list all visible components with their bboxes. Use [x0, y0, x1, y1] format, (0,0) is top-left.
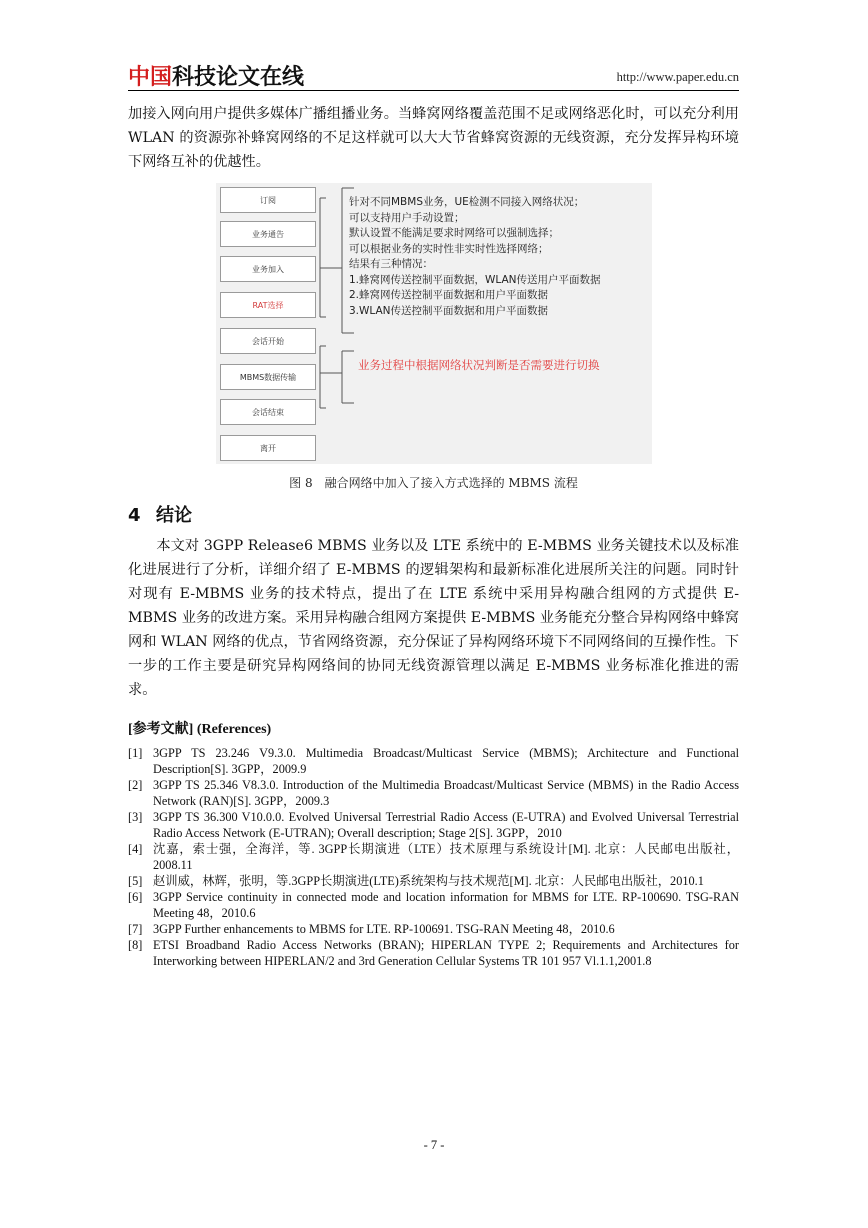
site-logo	[128, 60, 304, 91]
reference-text: 3GPP TS 23.246 V9.3.0. Multimedia Broadcast/Multicast Service (MBMS); Architecture and Functional Description[S]. 3GPP，2009.9	[153, 746, 739, 776]
header-rule	[128, 90, 739, 91]
flow-step: 业务通告	[220, 221, 316, 247]
reference-number: [7]	[128, 922, 143, 936]
figure-note-line: 结果有三种情况：	[349, 258, 433, 270]
reference-text: 沈嘉，索士强，全海洋，等. 3GPP长期演进（LTE）技术原理与系统设计[M]. 北京：人民邮电出版社，2008.11	[153, 842, 739, 872]
figure-red-note: 业务过程中根据网络状况判断是否需要进行切换	[358, 358, 600, 372]
section-number: 4	[128, 505, 141, 526]
reference-text: 3GPP TS 25.346 V8.3.0. Introduction of the Multimedia Broadcast/Multicast Service (MBMS) in the Radio Access Network (RAN)[S]. 3GPP，2009.3	[153, 778, 739, 808]
reference-text: 3GPP Further enhancements to MBMS for LTE. RP-100691. TSG-RAN Meeting 48，2010.6	[153, 922, 615, 936]
section-title: 结论	[156, 505, 192, 526]
section-heading	[128, 501, 192, 527]
figure-note-line: 针对不同MBMS业务，UE检测不同接入网络状况；	[349, 196, 585, 208]
reference-text: 赵训威，林辉，张明，等.3GPP长期演进(LTE)系统架构与技术规范[M]. 北京：人民邮电出版社，2010.1	[153, 874, 704, 888]
intro-paragraph: 加接入网向用户提供多媒体广播组播业务。当蜂窝网络覆盖范围不足或网络恶化时，可以充分利用 WLAN 的资源弥补蜂窝网络的不足这样就可以大大节省蜂窝资源的无线资源，充分发挥异构环境下网络互补的优越性。	[128, 106, 739, 170]
reference-item	[128, 937, 739, 969]
figure-note-line: 可以支持用户手动设置；	[349, 211, 465, 224]
references-heading: [参考文献] (References)	[128, 722, 272, 737]
reference-item	[128, 777, 739, 809]
reference-item	[128, 809, 739, 841]
figure-note-line: 2.蜂窝网传送控制平面数据和用户平面数据	[349, 289, 549, 301]
reference-number: [4]	[128, 842, 143, 856]
flow-step: MBMS数据传输	[220, 364, 316, 390]
reference-item	[128, 873, 739, 889]
page-header	[128, 60, 739, 92]
reference-number: [6]	[128, 890, 143, 904]
header-url[interactable]: http://www.paper.edu.cn	[616, 70, 739, 84]
figure-8	[216, 183, 652, 464]
figure-note-line: 3.WLAN传送控制平面数据和用户平面数据	[349, 304, 549, 317]
reference-text: 3GPP TS 36.300 V10.0.0. Evolved Universal Terrestrial Radio Access (E-UTRA) and Evolved Universal Terrestrial Radio Access Network (E-UTRAN); Overall description; Stage 2[S]. 3GPP，2010	[153, 810, 739, 840]
reference-item	[128, 921, 739, 937]
logo-red-text: 中国	[128, 65, 173, 90]
page-number: - 7 -	[423, 1138, 445, 1152]
reference-number: [2]	[128, 778, 143, 792]
conclusion-paragraph: 本文对 3GPP Release6 MBMS 业务以及 LTE 系统中的 E-MBMS 业务关键技术以及标准化进展进行了分析，详细介绍了 E-MBMS 的逻辑架构和最新标准化进展所关注的问题。同时针对现有 E-MBMS 业务的技术特点，提出了在 LTE 系统中采用异构融合组网的方式提供 E-MBMS 业务的改进方案。采用异构融合组网方案提供 E-MBMS 业务能充分整合异构网络中蜂窝网和 WLAN 网络的优点，节省网络资源，充分保证了异构网络环境下不同网络间的互操作性。下一步的工作主要是研究异构网络间的协同无线资源管理以满足 E-MBMS 业务标准化推进的需求。	[128, 538, 739, 698]
reference-item	[128, 745, 739, 777]
reference-item	[128, 841, 739, 873]
reference-text: ETSI Broadband Radio Access Networks (BRAN); HIPERLAN TYPE 2; Requirements and Architectures for Interworking between HIPERLAN/2 and 3rd Generation Cellular Systems TR 101 957 Vl.1.1,2001.8	[153, 938, 739, 968]
figure-notes	[349, 195, 649, 319]
logo-black-text: 科技论文在线	[172, 65, 305, 90]
reference-text: 3GPP Service continuity in connected mode and location information for MBMS for LTE. RP-100690. TSG-RAN Meeting 48，2010.6	[153, 890, 739, 920]
figure-note-line: 默认设置不能满足要求时网络可以强制选择；	[349, 227, 559, 239]
figure-note-line: 1.蜂窝网传送控制平面数据，WLAN传送用户平面数据	[349, 273, 601, 286]
reference-item	[128, 889, 739, 921]
references-list	[128, 745, 739, 969]
figure-note-line: 可以根据业务的实时性非实时性选择网络；	[349, 242, 549, 255]
flow-step: 会话开始	[220, 328, 316, 354]
flow-step: RAT选择	[220, 292, 316, 318]
flow-step: 业务加入	[220, 256, 316, 282]
reference-number: [1]	[128, 746, 143, 760]
reference-number: [3]	[128, 810, 143, 824]
flow-step: 会话结束	[220, 399, 316, 425]
flow-step: 订阅	[220, 187, 316, 213]
figure-caption: 图 8 融合网络中加入了接入方式选择的 MBMS 流程	[289, 476, 578, 490]
reference-number: [5]	[128, 874, 143, 888]
reference-number: [8]	[128, 938, 143, 952]
flow-step: 离开	[220, 435, 316, 461]
